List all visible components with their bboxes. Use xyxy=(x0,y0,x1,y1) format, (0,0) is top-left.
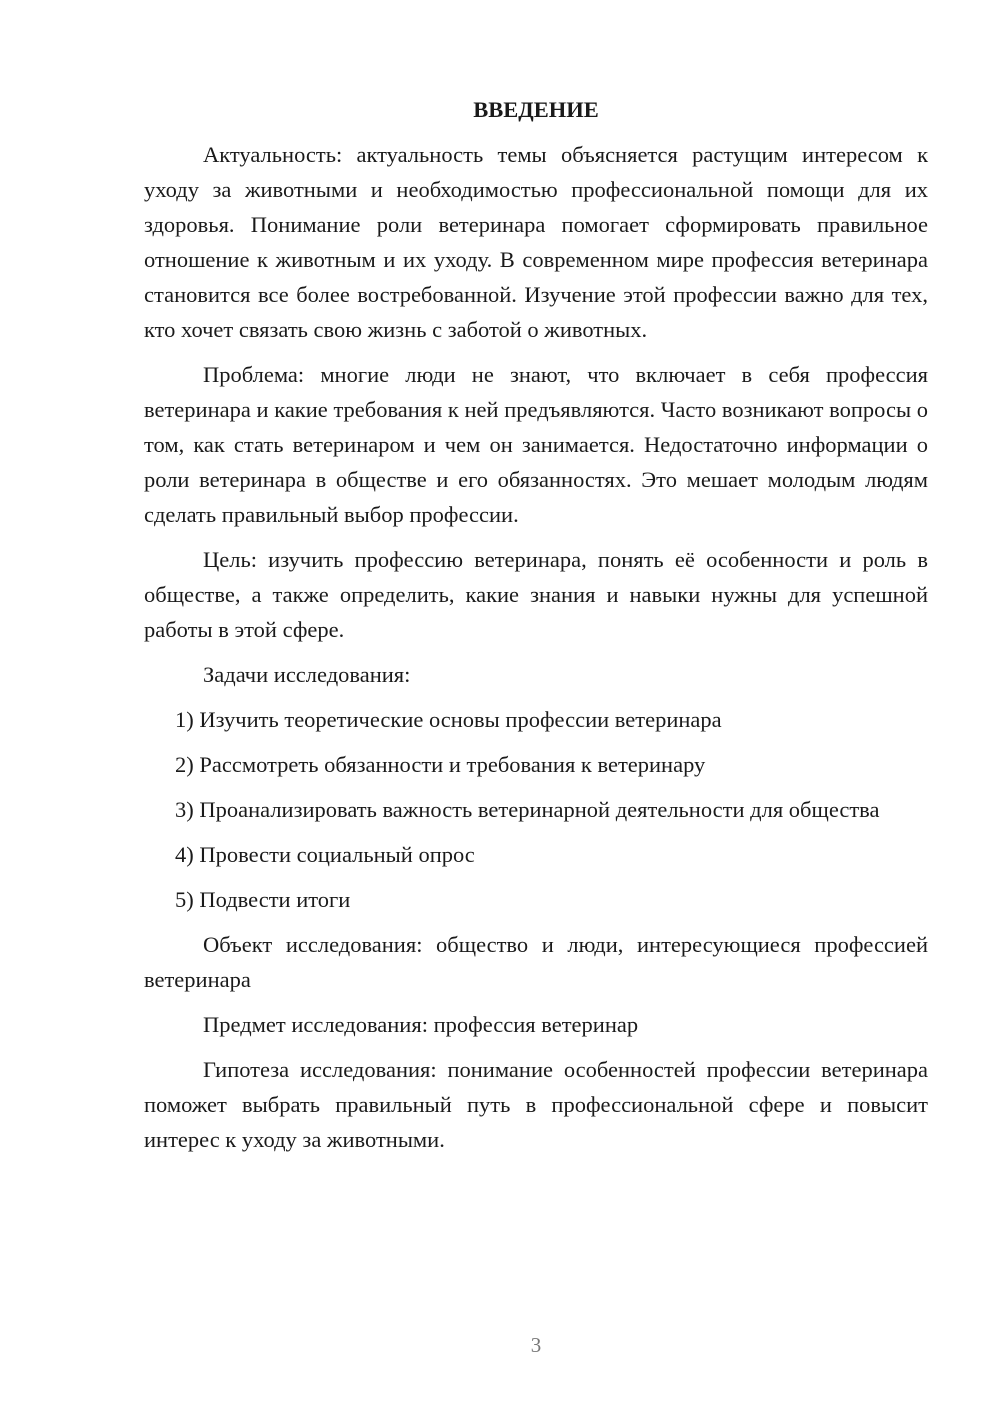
task-item-1: 1) Изучить теоретические основы профессии ветеринара xyxy=(175,707,722,732)
task-item-4: 4) Провести социальный опрос xyxy=(175,842,475,867)
goal-paragraph: Цель: изучить профессию ветеринара, понять её особенности и роль в обществе, а также определить, какие знания и навыки нужны для успешной работы в этой сфере. xyxy=(144,547,928,642)
problem-paragraph: Проблема: многие люди не знают, что включает в себя профессия ветеринара и какие требования к ней предъявляются. Часто возникают вопросы о том, как стать ветеринаром и чем он занимается. Недостаточно информации о роли ветеринара в обществе и его обязанностях. Это мешает молодым людям сделать правильный выбор профессии. xyxy=(144,362,928,527)
task-item-2: 2) Рассмотреть обязанности и требования к ветеринару xyxy=(175,752,706,777)
subject-paragraph: Предмет исследования: профессия ветеринар xyxy=(203,1012,639,1037)
relevance-paragraph: Актуальность: актуальность темы объясняется растущим интересом к уходу за животными и необходимостью профессиональной помощи для их здоровья. Понимание роли ветеринара помогает сформировать правильное отношение к животным и их уходу. В современном мире профессия ветеринара становится все более востребованной. Изучение этой профессии важно для тех, кто хочет связать свою жизнь с заботой о животных. xyxy=(144,142,928,342)
page-title: ВВЕДЕНИЕ xyxy=(473,97,599,122)
task-item-3: 3) Проанализировать важность ветеринарной деятельности для общества xyxy=(175,797,880,822)
object-paragraph: Объект исследования: общество и люди, интересующиеся профессией ветеринара xyxy=(144,932,928,992)
page-number: 3 xyxy=(530,1333,542,1357)
hypothesis-paragraph: Гипотеза исследования: понимание особенностей профессии ветеринара поможет выбрать правильный путь в профессиональной сфере и повысит интерес к уходу за животными. xyxy=(144,1057,928,1152)
document-page xyxy=(144,92,928,1167)
task-item-5: 5) Подвести итоги xyxy=(175,887,351,912)
tasks-heading: Задачи исследования: xyxy=(203,662,411,687)
